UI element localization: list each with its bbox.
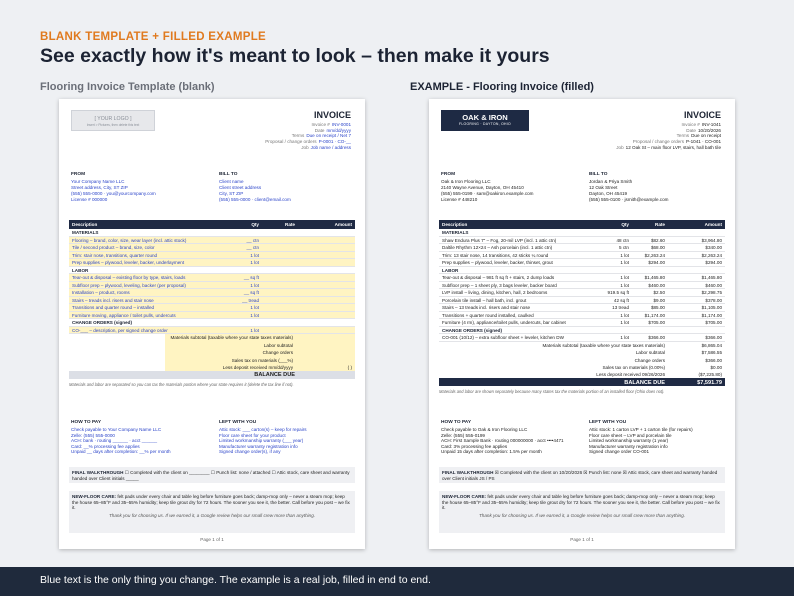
subtotal-label: Sales tax on materials (___%) bbox=[231, 357, 293, 363]
invoice-meta bbox=[616, 122, 721, 150]
item-description: Subfloor prep – plywood, leveling, backer (per proposal) bbox=[72, 282, 186, 288]
item-amount: $705.00 bbox=[705, 320, 722, 326]
group-label: CHANGE ORDERS (signed) bbox=[72, 320, 132, 326]
subtotal-label: Materials subtotal (taxable where your state taxes materials) bbox=[542, 342, 665, 348]
from-heading: FROM bbox=[71, 172, 86, 177]
column-header-qty: Qty bbox=[251, 222, 259, 227]
bill-to-heading: BILL TO bbox=[219, 172, 238, 177]
table-row bbox=[69, 289, 355, 297]
table-row bbox=[439, 237, 725, 245]
how-to-pay-heading: HOW TO PAY bbox=[71, 420, 102, 425]
left-with-line: Attic stock: ___ carton(s) – keep for repairs bbox=[219, 427, 307, 433]
care-heading: NEW-FLOOR CARE: bbox=[442, 494, 487, 499]
pay-line: Check payable to Oak & Iron Flooring LLC bbox=[441, 427, 528, 433]
left-with-line: Manufacturer warranty registration info bbox=[219, 443, 298, 449]
item-rate: $82.60 bbox=[650, 237, 665, 243]
column-header-amount: Amount bbox=[704, 222, 722, 227]
bill-to-line: (555) 555-0000 · client@email.com bbox=[219, 196, 291, 202]
item-rate: $460.00 bbox=[648, 282, 665, 288]
from-line: License # 000000 bbox=[71, 196, 108, 202]
item-amount: $1,465.80 bbox=[701, 275, 722, 281]
bill-to-line: Client street address bbox=[219, 185, 262, 191]
meta-key: Date bbox=[686, 127, 696, 133]
bill-to-line: (555) 555-0100 · jsmith@example.com bbox=[589, 196, 669, 202]
table-row bbox=[69, 237, 355, 245]
column-header-qty: Qty bbox=[621, 222, 629, 227]
pay-line: Zelle: (555) 555-0199 bbox=[441, 432, 485, 438]
floor-care-note bbox=[69, 491, 355, 533]
subtotal-label: Materials subtotal (taxable where your state taxes materials) bbox=[170, 335, 293, 341]
table-header bbox=[69, 220, 355, 229]
subtotal-row bbox=[165, 364, 355, 371]
care-text: felt pads under every chair and table leg before furniture goes back; damp-mop only – never a steam mop; keep the house 65–85°F and 35–55% humidity; keep tile grout dry for 72 hours. The sooner you see it, the better. Call before you post – we fix it. bbox=[72, 494, 350, 511]
left-with-line: Signed change order(s), if any bbox=[219, 449, 281, 455]
item-rate: $85.00 bbox=[650, 305, 665, 311]
bill-to-line: Dayton, OH 45419 bbox=[589, 190, 628, 196]
how-to-pay-block bbox=[441, 420, 581, 455]
left-with-you-heading: LEFT WITH YOU bbox=[219, 420, 257, 425]
table-row bbox=[439, 282, 725, 290]
logo-text: [ YOUR LOGO ] bbox=[94, 116, 132, 122]
left-with-line: Limited workmanship warranty (1 year) bbox=[589, 438, 669, 444]
item-qty: 48 ctn bbox=[616, 237, 629, 243]
item-qty: 1 lot bbox=[620, 260, 629, 266]
from-line: License # 448210 bbox=[441, 196, 478, 202]
subtotal-label: Change orders bbox=[634, 357, 665, 363]
pay-line: ACH: bank · routing ______ · acct ______ bbox=[71, 438, 158, 444]
meta-key: Job bbox=[616, 144, 624, 150]
logo-subtext: Insert > Pictures, then delete this text bbox=[86, 122, 140, 127]
balance-due-value: $7,591.79 bbox=[697, 379, 722, 386]
bill-to-block bbox=[589, 172, 729, 202]
kicker: BLANK TEMPLATE + FILLED EXAMPLE bbox=[40, 31, 266, 43]
subtotal-label: Labor subtotal bbox=[263, 342, 293, 348]
bill-to-line: 12 Oak Street bbox=[589, 185, 618, 191]
table-row bbox=[439, 312, 725, 320]
meta-value: Job name / address bbox=[310, 144, 351, 150]
item-qty: 1 lot bbox=[250, 312, 259, 318]
item-description: Flooring – brand, color, size, wear layer (incl. attic stock) bbox=[72, 237, 187, 243]
subtotal-label: Sales tax on materials (0.00%) bbox=[602, 365, 665, 371]
from-block bbox=[71, 172, 211, 202]
item-description: Trim: stair nose, transitions, quarter round bbox=[72, 252, 158, 258]
bill-to-line: City, ST ZIP bbox=[219, 190, 244, 196]
subtotal-label: Less deposit received 09/26/2026 bbox=[596, 372, 665, 378]
balance-due-row bbox=[69, 371, 355, 379]
item-amount: $1,105.00 bbox=[701, 305, 722, 311]
item-description: Installation – product, rooms bbox=[72, 290, 130, 296]
item-qty: 1 lot bbox=[620, 312, 629, 318]
blank-invoice-page bbox=[59, 99, 365, 549]
thank-you-text: Thank you for choosing us. If we earned it, a Google review helps our small crew more than anything. bbox=[108, 513, 316, 519]
from-line: (555) 555-0000 · you@yourcompany.com bbox=[71, 190, 156, 196]
walkthrough-heading: FINAL WALKTHROUGH bbox=[72, 470, 124, 475]
subtotal-value: ($7,225.80) bbox=[698, 372, 722, 378]
from-heading: FROM bbox=[441, 172, 456, 177]
subtotal-value: $6,865.04 bbox=[701, 342, 722, 348]
item-description: Porcelain tile install – hall bath, incl. grout bbox=[442, 297, 527, 303]
bill-to-heading: BILL TO bbox=[589, 172, 608, 177]
table-row bbox=[439, 289, 725, 297]
item-rate: $9.00 bbox=[653, 297, 665, 303]
item-description: Stairs – 13 treads incl. risers and stair nose bbox=[442, 305, 531, 311]
thank-you-text: Thank you for choosing us. If we earned it, a Google review helps our small crew more than anything. bbox=[478, 513, 686, 519]
filled-example-label: EXAMPLE - Flooring Invoice (filled) bbox=[410, 81, 594, 93]
logo-subtext: FLOORING · DAYTON, OHIO bbox=[459, 122, 511, 127]
item-description: Furniture moving, appliance / toilet pulls, undercuts bbox=[72, 312, 176, 318]
table-row bbox=[69, 297, 355, 305]
pay-line: Card: 3% processing fee applies bbox=[441, 443, 508, 449]
from-line: (555) 555-0199 · sam@oakiron.example.com bbox=[441, 190, 534, 196]
subtotal-value: $366.00 bbox=[705, 357, 722, 363]
item-amount: $294.00 bbox=[705, 260, 722, 266]
column-header-rate: Rate bbox=[655, 222, 665, 227]
left-with-line: Attic stock: 1 carton LVP + 1 carton tile (for repairs) bbox=[589, 427, 693, 433]
item-amount: $1,174.00 bbox=[701, 312, 722, 318]
meta-key: Proposal / change orders bbox=[632, 139, 685, 145]
meta-value: 10/20/2026 bbox=[698, 127, 721, 133]
invoice-meta bbox=[265, 122, 351, 150]
group-label: LABOR bbox=[442, 267, 459, 273]
item-description: Transitions and quarter round – installed bbox=[72, 305, 155, 311]
item-rate: $366.00 bbox=[648, 335, 665, 341]
group-label: MATERIALS bbox=[442, 230, 469, 236]
from-line: Street address, City, ST ZIP bbox=[71, 185, 128, 191]
item-rate: $705.00 bbox=[648, 320, 665, 326]
invoice-title: INVOICE bbox=[313, 110, 351, 120]
left-with-you-heading: LEFT WITH YOU bbox=[589, 420, 627, 425]
table-row bbox=[69, 259, 355, 267]
meta-value: mm/dd/yyyy bbox=[326, 127, 351, 133]
table-row bbox=[69, 244, 355, 252]
item-qty: __ ctn bbox=[246, 237, 259, 243]
pay-line: Zelle: (555) 555-0000 bbox=[71, 432, 115, 438]
subtotal-row bbox=[439, 349, 725, 356]
group-heading bbox=[439, 229, 725, 237]
meta-value: INV-0001 bbox=[331, 122, 351, 127]
invoice-title: INVOICE bbox=[683, 110, 721, 120]
page-number: Page 1 of 1 bbox=[200, 537, 224, 543]
group-label: MATERIALS bbox=[72, 230, 99, 236]
item-amount: $378.00 bbox=[705, 297, 722, 303]
meta-key: Invoice # bbox=[681, 122, 700, 127]
item-description: Stairs – treads incl. risers and stair nose bbox=[72, 297, 154, 303]
table-row bbox=[69, 274, 355, 282]
item-description: LVP install – living, dining, kitchen, hall, 2 bedrooms bbox=[442, 290, 548, 296]
from-line: Oak & Iron Flooring LLC bbox=[441, 179, 491, 185]
page-number: Page 1 of 1 bbox=[570, 537, 594, 543]
table-row bbox=[69, 282, 355, 290]
item-rate: $294.00 bbox=[648, 260, 665, 266]
left-with-you-block bbox=[219, 420, 359, 455]
table-row bbox=[69, 304, 355, 312]
item-description: Prep supplies – plywood, leveler, backer, thinset, grout bbox=[442, 260, 553, 266]
table-row bbox=[439, 304, 725, 312]
item-description: Prep supplies – plywood, leveler, backer, underlayment bbox=[72, 260, 185, 266]
item-qty: __ tread bbox=[242, 297, 259, 303]
item-description: Transitions + quarter round installed, caulked bbox=[442, 312, 534, 318]
item-rate: $1,465.80 bbox=[644, 275, 665, 281]
group-heading bbox=[439, 267, 725, 275]
walkthrough-heading: FINAL WALKTHROUGH bbox=[442, 470, 494, 475]
meta-value: 12 Oak St – main floor LVP, stairs, hall bath tile bbox=[625, 144, 721, 150]
meta-key: Job bbox=[301, 144, 309, 150]
floor-care-note bbox=[439, 491, 725, 533]
meta-key: Terms bbox=[676, 133, 690, 139]
line-items-table bbox=[69, 220, 355, 387]
group-label: CHANGE ORDERS (signed) bbox=[442, 327, 502, 333]
meta-value: P-0001 · CO-__ bbox=[318, 139, 351, 145]
meta-key: Proposal / change orders bbox=[265, 139, 317, 145]
item-description: Tear-out & disposal – 981 ft sq ft + stairs, 2 dump loads bbox=[442, 275, 555, 281]
logo-text: OAK & IRON bbox=[462, 113, 508, 122]
item-qty: 1 lot bbox=[250, 260, 259, 266]
item-qty: 1 lot bbox=[620, 252, 629, 258]
subtotal-label: Change orders bbox=[262, 350, 293, 356]
meta-key: Terms bbox=[291, 133, 305, 139]
subtotal-label: Labor subtotal bbox=[635, 350, 665, 356]
care-text: felt pads under every chair and table leg before furniture goes back; damp-mop only – never a steam mop; keep the house 65–85°F and 35–55% humidity; keep tile grout dry for 72 hours. The sooner you see it, the better. Call before you post – we fix it. bbox=[442, 494, 720, 511]
item-qty: 1 lot bbox=[250, 252, 259, 258]
item-amount: $3,964.80 bbox=[701, 237, 722, 243]
group-heading bbox=[439, 327, 725, 335]
table-row bbox=[69, 312, 355, 320]
meta-value: Due on receipt bbox=[691, 133, 721, 139]
column-header-desc: Description bbox=[72, 222, 98, 227]
table-row bbox=[439, 259, 725, 267]
table-row bbox=[439, 244, 725, 252]
tax-note: Materials and labor are shown separately because many states tax the materials portion of an installed floor (Ohio does not). bbox=[439, 389, 665, 395]
pay-line: Check payable to Your Company Name LLC bbox=[71, 427, 162, 433]
item-rate: $1,174.00 bbox=[644, 312, 665, 318]
meta-row bbox=[616, 145, 721, 151]
pay-line: Unpaid 15 days after completion: 1.5% per month bbox=[441, 449, 542, 455]
item-description: Daltile Rhythm 12×24 – Ash porcelain (incl. 1 attic ctn) bbox=[442, 245, 553, 251]
item-qty: 1 lot bbox=[620, 275, 629, 281]
item-qty: 42 sq ft bbox=[613, 297, 629, 303]
balance-due-row bbox=[439, 378, 725, 386]
walkthrough-text: ☒ Completed with the client on 10/20/2026 ☒ Punch list: none ☒ Attic stock, care sheet and warranty handed over Client initials JS / PS bbox=[442, 470, 718, 481]
group-heading bbox=[69, 267, 355, 275]
left-with-line: Signed change order CO-001 bbox=[589, 449, 650, 455]
subtotal-value: ( ) bbox=[347, 364, 352, 370]
how-to-pay-block bbox=[71, 420, 211, 455]
subtotal-row bbox=[165, 341, 355, 348]
item-description: Shaw Endura Plus 7" – Fog, 20-mil LVP (incl. 1 attic ctn) bbox=[442, 237, 557, 243]
subtotal-row bbox=[439, 371, 725, 378]
meta-value: INV-1041 bbox=[701, 122, 721, 127]
from-block bbox=[441, 172, 581, 202]
bill-to-line: Jordan & Priya Smith bbox=[589, 179, 633, 185]
table-row bbox=[439, 252, 725, 260]
subtotal-row bbox=[165, 356, 355, 363]
subtotal-row bbox=[439, 342, 725, 349]
table-row bbox=[69, 327, 355, 335]
meta-value: Due on receipt / Net 7 bbox=[306, 133, 351, 139]
meta-row bbox=[265, 145, 351, 151]
item-qty: 1 lot bbox=[620, 335, 629, 341]
footer-text: Blue text is the only thing you change. The example is a real job, filled in end to end. bbox=[40, 574, 431, 586]
item-qty: 5 ctn bbox=[619, 245, 629, 251]
item-qty: 1 lot bbox=[620, 320, 629, 326]
meta-key: Invoice # bbox=[311, 122, 330, 127]
item-description: Trim: 13 stair nose, 14 transitions, 42 sticks ¼ round bbox=[442, 252, 549, 258]
item-amount: $340.00 bbox=[705, 245, 722, 251]
item-rate: $68.00 bbox=[650, 245, 665, 251]
subtotal-value: $0.00 bbox=[710, 365, 722, 371]
left-with-line: Floor care sheet for your product bbox=[219, 432, 286, 438]
item-rate: $2,263.24 bbox=[644, 252, 665, 258]
item-description: Subfloor prep – 1 sheet ply, 3 bags leveler, backer board bbox=[442, 282, 557, 288]
subtotal-row bbox=[439, 356, 725, 363]
company-logo bbox=[441, 110, 529, 131]
balance-due-label: BALANCE DUE bbox=[254, 372, 295, 379]
table-row bbox=[439, 334, 725, 342]
column-header-amount: Amount bbox=[334, 222, 352, 227]
from-line: 2140 Wayne Avenue, Dayton, OH 45410 bbox=[441, 185, 524, 191]
filled-invoice-page bbox=[429, 99, 735, 549]
column-header-rate: Rate bbox=[285, 222, 295, 227]
subtotal-row bbox=[165, 334, 355, 341]
item-amount: $2,298.75 bbox=[701, 290, 722, 296]
item-qty: 1 lot bbox=[620, 282, 629, 288]
item-description: Tile / second product – brand, size, color bbox=[72, 245, 155, 251]
item-qty: __ sq ft bbox=[243, 290, 259, 296]
headline: See exactly how it's meant to look – then make it yours bbox=[40, 45, 550, 67]
item-qty: 1 lot bbox=[250, 282, 259, 288]
subtotal-row bbox=[439, 364, 725, 371]
left-with-line: Manufacturer warranty registration info bbox=[589, 443, 668, 449]
bill-to-block bbox=[219, 172, 359, 202]
item-amount: $460.00 bbox=[705, 282, 722, 288]
care-heading: NEW-FLOOR CARE: bbox=[72, 494, 117, 499]
bill-to-line: Client name bbox=[219, 179, 244, 185]
walkthrough-text: ☐ Completed with the client on ________ ☐ Punch list: none / attached ☐ Attic stock, care sheet and warranty handed over Client initials _____ bbox=[72, 470, 350, 481]
group-heading bbox=[69, 319, 355, 327]
subtotal-label: Less deposit received mm/dd/yyyy bbox=[222, 364, 293, 370]
item-qty: 13 tread bbox=[612, 305, 629, 311]
subtotal-row bbox=[165, 349, 355, 356]
item-qty: __ ctn bbox=[246, 245, 259, 251]
item-qty: 1 lot bbox=[250, 327, 259, 333]
item-amount: $2,263.24 bbox=[701, 252, 722, 258]
table-header bbox=[439, 220, 725, 229]
from-line: Your Company Name LLC bbox=[71, 179, 125, 185]
left-with-you-block bbox=[589, 420, 729, 455]
balance-due-label: BALANCE DUE bbox=[624, 379, 665, 386]
pay-line: ACH: First Sample Bank · routing 000000000 · acct ••••4471 bbox=[441, 438, 564, 444]
pay-line: Unpaid __ days after completion: __% per month bbox=[71, 449, 171, 455]
item-qty: 919.5 sq ft bbox=[607, 290, 629, 296]
subtotal-value: $7,586.55 bbox=[701, 350, 722, 356]
table-row bbox=[439, 319, 725, 327]
item-rate: $2.50 bbox=[653, 290, 665, 296]
final-walkthrough bbox=[439, 467, 725, 483]
item-qty: __ sq ft bbox=[243, 275, 259, 281]
left-with-line: Floor care sheet – LVP and porcelain tile bbox=[589, 432, 672, 438]
table-row bbox=[69, 252, 355, 260]
group-label: LABOR bbox=[72, 267, 89, 273]
column-header-desc: Description bbox=[442, 222, 468, 227]
how-to-pay-heading: HOW TO PAY bbox=[441, 420, 472, 425]
item-amount: $366.00 bbox=[705, 335, 722, 341]
line-items-table bbox=[439, 220, 725, 395]
item-description: Tear-out & disposal – existing floor by type, stairs, loads bbox=[72, 275, 186, 281]
left-with-line: Limited workmanship warranty (___ year) bbox=[219, 438, 304, 444]
footer-bar bbox=[0, 567, 794, 596]
item-description: CO-___ – description, per signed change order bbox=[72, 327, 168, 333]
final-walkthrough bbox=[69, 467, 355, 483]
item-description: CO-001 (10/12) – extra subfloor sheet + leveler, kitchen DW bbox=[442, 335, 564, 341]
meta-key: Date bbox=[314, 127, 325, 133]
table-row bbox=[439, 297, 725, 305]
group-heading bbox=[69, 229, 355, 237]
pay-line: Card: __% processing fee applies bbox=[71, 443, 140, 449]
item-qty: 1 lot bbox=[250, 305, 259, 311]
blank-template-label: Flooring Invoice Template (blank) bbox=[40, 81, 215, 93]
tax-note: Materials and labor are separated so you can tax the materials portion where your state requires it (delete the tax line if not). bbox=[69, 381, 294, 387]
item-description: Furniture (4 rm), appliance/toilet pulls, undercuts, bar cabinet bbox=[442, 320, 566, 326]
table-row bbox=[439, 274, 725, 282]
meta-value: P-1041 · CO-001 bbox=[686, 139, 721, 145]
company-logo bbox=[71, 110, 155, 131]
